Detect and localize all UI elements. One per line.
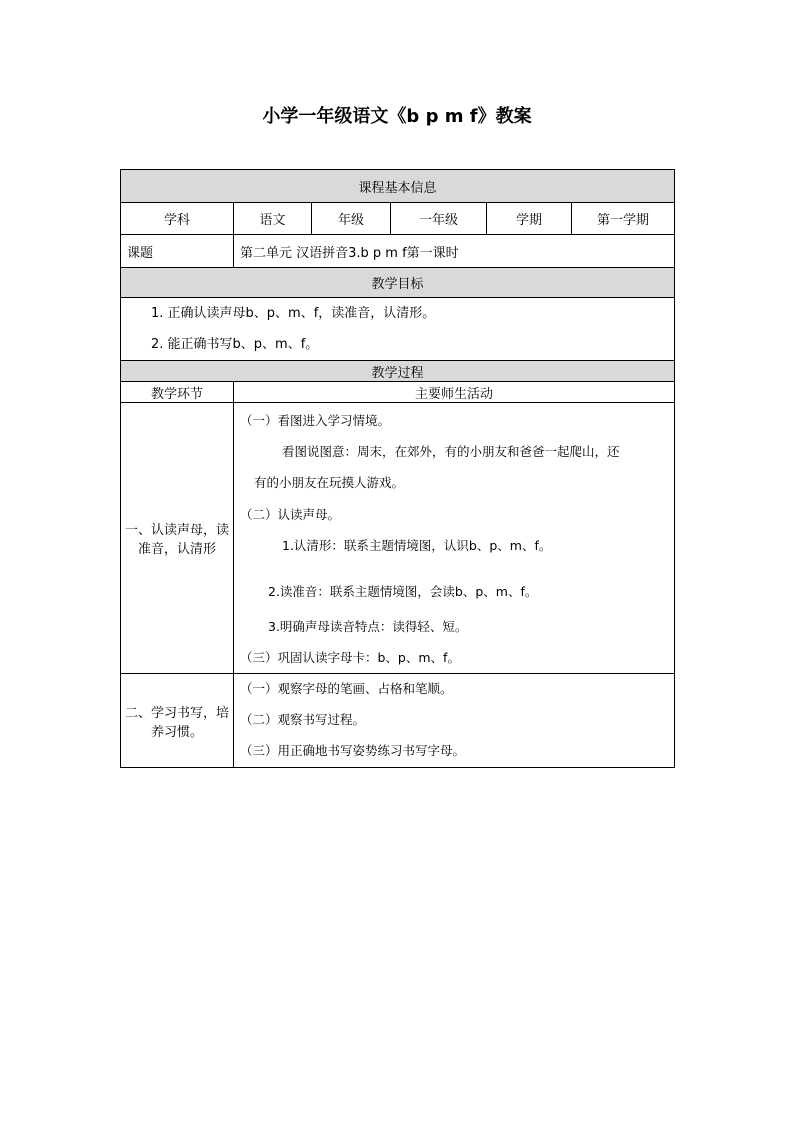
subject-label: 学科 bbox=[121, 203, 234, 235]
process-header: 教学过程 bbox=[121, 361, 675, 382]
stage-activities bbox=[234, 403, 675, 674]
activity-line: （二）观察书写过程。 bbox=[240, 712, 366, 727]
basic-info-row bbox=[121, 203, 675, 235]
activity-line: （二）认读声母。 bbox=[240, 507, 341, 522]
activity-line: 3.明确声母读音特点：读得轻、短。 bbox=[268, 619, 468, 634]
activity-line: （一）看图进入学习情境。 bbox=[240, 413, 391, 428]
activity-line: 有的小朋友在玩摸人游戏。 bbox=[254, 475, 405, 490]
grade-label: 年级 bbox=[312, 203, 391, 235]
activity-line: 1.认清形：联系主题情境图，认识b、p、m、f。 bbox=[282, 538, 552, 553]
process-columns-row bbox=[121, 382, 675, 403]
basic-info-header: 课程基本信息 bbox=[121, 170, 675, 203]
document-title: 小学一年级语文《b p m f》教案 bbox=[262, 106, 532, 127]
process-header-row bbox=[121, 361, 675, 382]
subject-value: 语文 bbox=[234, 203, 312, 235]
stage-name: 一、认读声母，读准音，认清形 bbox=[121, 403, 234, 674]
lesson-plan-table bbox=[120, 169, 675, 768]
goals-header-row bbox=[121, 268, 675, 298]
activity-line: 看图说图意：周末，在郊外，有的小朋友和爸爸一起爬山，还 bbox=[282, 444, 620, 459]
activity-line: （一）观察字母的笔画、占格和笔顺。 bbox=[240, 681, 453, 696]
goals-cell bbox=[121, 298, 675, 361]
stage-row bbox=[121, 674, 675, 768]
activity-line: 2.读准音：联系主题情境图，会读b、p、m、f。 bbox=[268, 584, 538, 599]
stage-name: 二、学习书写，培养习惯。 bbox=[121, 674, 234, 768]
goals-row bbox=[121, 298, 675, 361]
topic-row bbox=[121, 235, 675, 268]
goals-header: 教学目标 bbox=[121, 268, 675, 298]
term-value: 第一学期 bbox=[572, 203, 675, 235]
stage-row bbox=[121, 403, 675, 674]
grade-value: 一年级 bbox=[391, 203, 487, 235]
topic-value: 第二单元 汉语拼音3.b p m f第一课时 bbox=[234, 235, 675, 268]
term-label: 学期 bbox=[487, 203, 572, 235]
basic-info-header-row bbox=[121, 170, 675, 203]
goal-item: 1. 正确认读声母b、p、m、f，读准音，认清形。 bbox=[151, 306, 436, 321]
goal-item: 2. 能正确书写b、p、m、f。 bbox=[151, 337, 319, 352]
topic-label: 课题 bbox=[121, 235, 234, 268]
activity-line: （三）用正确地书写姿势练习书写字母。 bbox=[240, 743, 466, 758]
stage-column-header: 教学环节 bbox=[121, 382, 234, 403]
activity-line: （三）巩固认读字母卡：b、p、m、f。 bbox=[240, 650, 460, 665]
activity-column-header: 主要师生活动 bbox=[234, 382, 675, 403]
stage-activities bbox=[234, 674, 675, 768]
